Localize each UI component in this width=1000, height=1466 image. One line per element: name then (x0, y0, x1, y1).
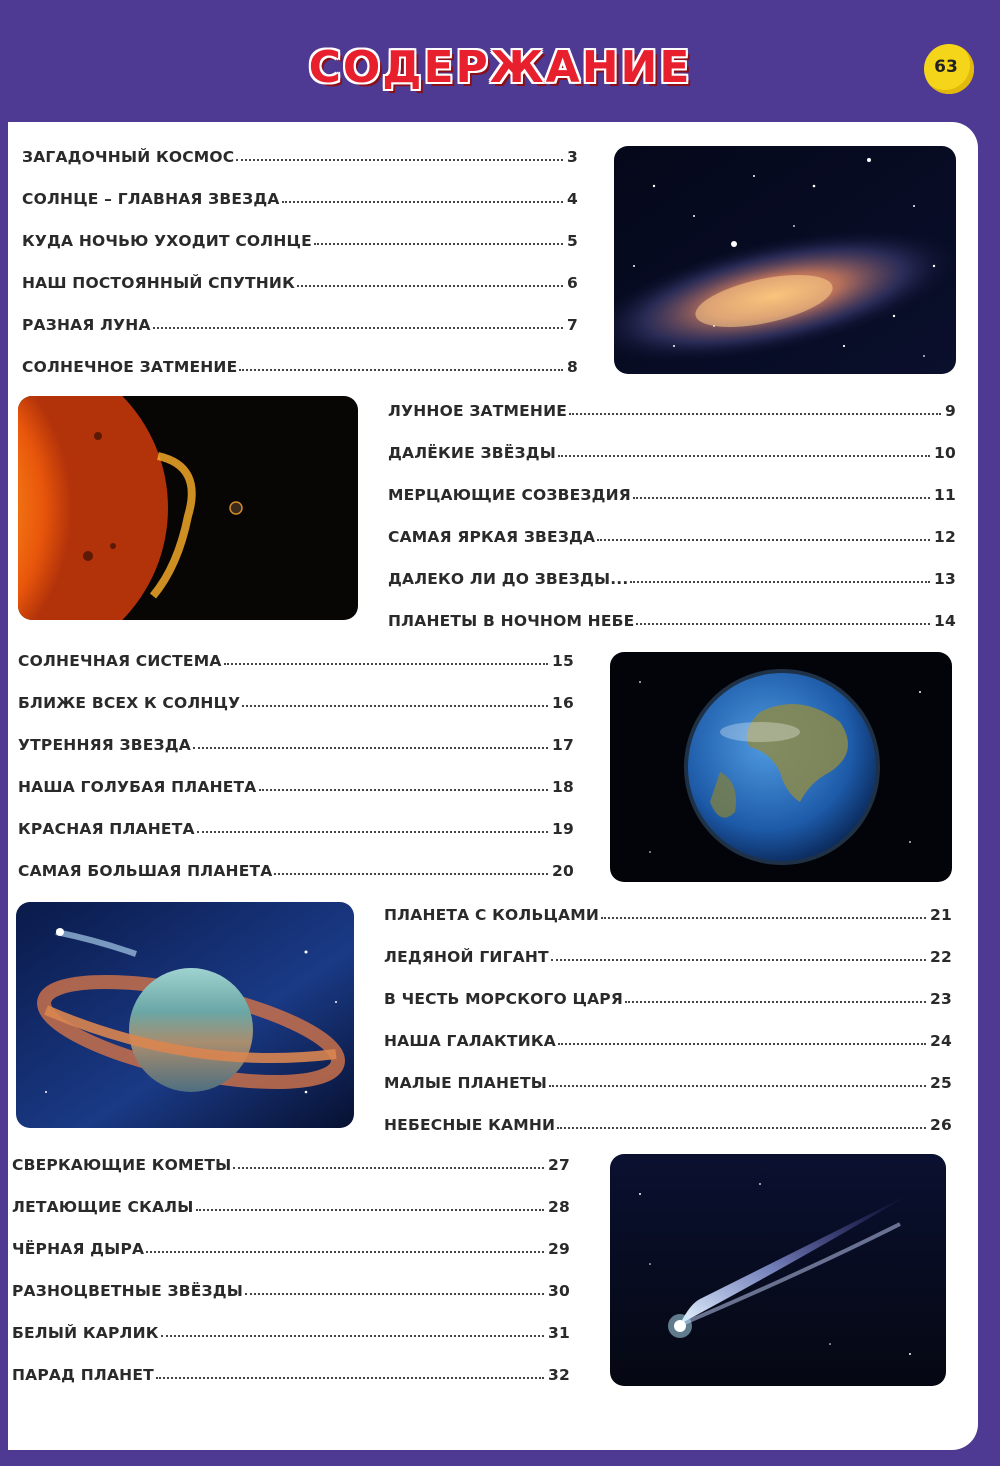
toc-entry-title: ЛЕДЯНОЙ ГИГАНТ (384, 948, 549, 966)
toc-entry-title: РАЗНАЯ ЛУНА (22, 316, 151, 334)
toc-entry-page: 21 (930, 906, 952, 924)
toc-entry[interactable] (384, 984, 952, 1008)
toc-entry[interactable] (18, 772, 574, 796)
toc-leader (259, 789, 549, 791)
toc-leader (625, 1001, 926, 1003)
toc-entry-page: 12 (934, 528, 956, 546)
toc-entry-title: НАШ ПОСТОЯННЫЙ СПУТНИК (22, 274, 295, 292)
toc-entry-page: 10 (934, 444, 956, 462)
toc-entry[interactable] (18, 814, 574, 838)
toc-entry[interactable] (22, 310, 578, 334)
toc-entry-title: ДАЛЁКИЕ ЗВЁЗДЫ (388, 444, 556, 462)
toc-entry[interactable] (388, 396, 956, 420)
toc-entry[interactable] (22, 142, 578, 166)
toc-entry[interactable] (18, 646, 574, 670)
toc-entry[interactable] (384, 1110, 952, 1134)
toc-leader (633, 497, 930, 499)
toc-entry[interactable] (12, 1192, 570, 1216)
toc-entry-page: 7 (567, 316, 578, 334)
toc-leader (239, 369, 563, 371)
toc-entry-title: СОЛНЦЕ – ГЛАВНАЯ ЗВЕЗДА (22, 190, 280, 208)
toc-entry-title: ДАЛЕКО ЛИ ДО ЗВЕЗДЫ... (388, 570, 629, 588)
galaxy-image (614, 146, 956, 374)
toc-entry-page: 23 (930, 990, 952, 1008)
toc-entry-title: РАЗНОЦВЕТНЫЕ ЗВЁЗДЫ (12, 1282, 243, 1300)
toc-entry-title: БЕЛЫЙ КАРЛИК (12, 1324, 159, 1342)
toc-entry-title: СОЛНЕЧНОЕ ЗАТМЕНИЕ (22, 358, 238, 376)
toc-entry-title: УТРЕННЯЯ ЗВЕЗДА (18, 736, 191, 754)
saturn-image (16, 902, 354, 1128)
toc-entry[interactable] (12, 1276, 570, 1300)
toc-entry-title: НЕБЕСНЫЕ КАМНИ (384, 1116, 556, 1134)
toc-entry-title: БЛИЖЕ ВСЕХ К СОЛНЦУ (18, 694, 241, 712)
toc-entry[interactable] (18, 856, 574, 880)
toc-entry-title: САМАЯ ЯРКАЯ ЗВЕЗДА (388, 528, 596, 546)
toc-entry-page: 6 (567, 274, 578, 292)
toc-leader (196, 1209, 545, 1211)
toc-entry[interactable] (22, 352, 578, 376)
toc-leader (597, 539, 930, 541)
toc-leader (161, 1335, 544, 1337)
toc-leader (153, 327, 563, 329)
toc-leader (282, 201, 563, 203)
toc-leader (245, 1293, 544, 1295)
toc-entry[interactable] (384, 900, 952, 924)
toc-entry[interactable] (18, 730, 574, 754)
page-title: СОДЕРЖАНИЕ (308, 42, 692, 93)
toc-entry-page: 8 (567, 358, 578, 376)
toc-leader (242, 705, 548, 707)
toc-entry[interactable] (12, 1318, 570, 1342)
toc-entry[interactable] (22, 226, 578, 250)
toc-entry-page: 11 (934, 486, 956, 504)
toc-entry[interactable] (18, 688, 574, 712)
toc-entry-title: ЛУННОЕ ЗАТМЕНИЕ (388, 402, 568, 420)
toc-leader (314, 243, 563, 245)
toc-entry[interactable] (22, 268, 578, 292)
toc-entry-title: СВЕРКАЮЩИЕ КОМЕТЫ (12, 1156, 232, 1174)
toc-entry-title: МЕРЦАЮЩИЕ СОЗВЕЗДИЯ (388, 486, 631, 504)
toc-leader (549, 1085, 926, 1087)
toc-leader (601, 917, 926, 919)
toc-entry-page: 4 (567, 190, 578, 208)
toc-leader (146, 1251, 544, 1253)
toc-entry-title: ПАРАД ПЛАНЕТ (12, 1366, 154, 1384)
toc-entry-title: ЗАГАДОЧНЫЙ КОСМОС (22, 148, 235, 166)
toc-entry[interactable] (384, 942, 952, 966)
toc-entry[interactable] (388, 480, 956, 504)
toc-entry[interactable] (22, 184, 578, 208)
comet-image (610, 1154, 946, 1386)
toc-entry[interactable] (384, 1026, 952, 1050)
toc-entry-page: 28 (548, 1198, 570, 1216)
toc-entry-title: КРАСНАЯ ПЛАНЕТА (18, 820, 195, 838)
toc-entry-title: ЧЁРНАЯ ДЫРА (12, 1240, 145, 1258)
toc-entry-page: 29 (548, 1240, 570, 1258)
toc-entry-page: 30 (548, 1282, 570, 1300)
toc-entry-page: 13 (934, 570, 956, 588)
toc-leader (630, 581, 930, 583)
toc-leader (236, 159, 563, 161)
toc-entry-title: СОЛНЕЧНАЯ СИСТЕМА (18, 652, 222, 670)
toc-leader (558, 1043, 926, 1045)
page-number: 63 (934, 57, 958, 77)
toc-entry-title: НАША ГОЛУБАЯ ПЛАНЕТА (18, 778, 257, 796)
earth-image (610, 652, 952, 882)
toc-entry-page: 15 (552, 652, 574, 670)
toc-leader (233, 1167, 544, 1169)
toc-entry-page: 14 (934, 612, 956, 630)
toc-leader (569, 413, 941, 415)
toc-entry-page: 5 (567, 232, 578, 250)
toc-entry-title: ЛЕТАЮЩИЕ СКАЛЫ (12, 1198, 194, 1216)
toc-entry[interactable] (12, 1360, 570, 1384)
toc-entry[interactable] (384, 1068, 952, 1092)
toc-leader (197, 831, 548, 833)
toc-entry-page: 31 (548, 1324, 570, 1342)
toc-entry-page: 20 (552, 862, 574, 880)
toc-entry-title: САМАЯ БОЛЬШАЯ ПЛАНЕТА (18, 862, 273, 880)
toc-entry-page: 26 (930, 1116, 952, 1134)
page-number-badge (924, 44, 974, 94)
toc-entry-title: НАША ГАЛАКТИКА (384, 1032, 556, 1050)
toc-leader (636, 623, 930, 625)
toc-entry[interactable] (12, 1150, 570, 1174)
toc-entry-page: 27 (548, 1156, 570, 1174)
toc-leader (297, 285, 563, 287)
toc-entry[interactable] (388, 522, 956, 546)
toc-entry-page: 25 (930, 1074, 952, 1092)
toc-entry[interactable] (388, 606, 956, 630)
toc-entry-title: ПЛАНЕТЫ В НОЧНОМ НЕБЕ (388, 612, 635, 630)
toc-entry-page: 18 (552, 778, 574, 796)
toc-entry-title: ПЛАНЕТА С КОЛЬЦАМИ (384, 906, 600, 924)
toc-entry[interactable] (388, 438, 956, 462)
toc-leader (156, 1377, 544, 1379)
toc-leader (551, 959, 926, 961)
toc-leader (558, 455, 930, 457)
toc-entry-page: 16 (552, 694, 574, 712)
toc-leader (557, 1127, 926, 1129)
toc-entry-page: 24 (930, 1032, 952, 1050)
toc-leader (274, 873, 548, 875)
toc-entry-title: МАЛЫЕ ПЛАНЕТЫ (384, 1074, 547, 1092)
toc-leader (224, 663, 549, 665)
toc-entry[interactable] (12, 1234, 570, 1258)
toc-entry-page: 17 (552, 736, 574, 754)
toc-entry-page: 3 (567, 148, 578, 166)
toc-entry-page: 19 (552, 820, 574, 838)
toc-entry-page: 32 (548, 1366, 570, 1384)
toc-leader (193, 747, 548, 749)
toc-entry[interactable] (388, 564, 956, 588)
toc-entry-page: 9 (945, 402, 956, 420)
toc-entry-title: В ЧЕСТЬ МОРСКОГО ЦАРЯ (384, 990, 623, 1008)
toc-entry-title: КУДА НОЧЬЮ УХОДИТ СОЛНЦЕ (22, 232, 312, 250)
toc-entry-page: 22 (930, 948, 952, 966)
sun-image (18, 396, 358, 620)
